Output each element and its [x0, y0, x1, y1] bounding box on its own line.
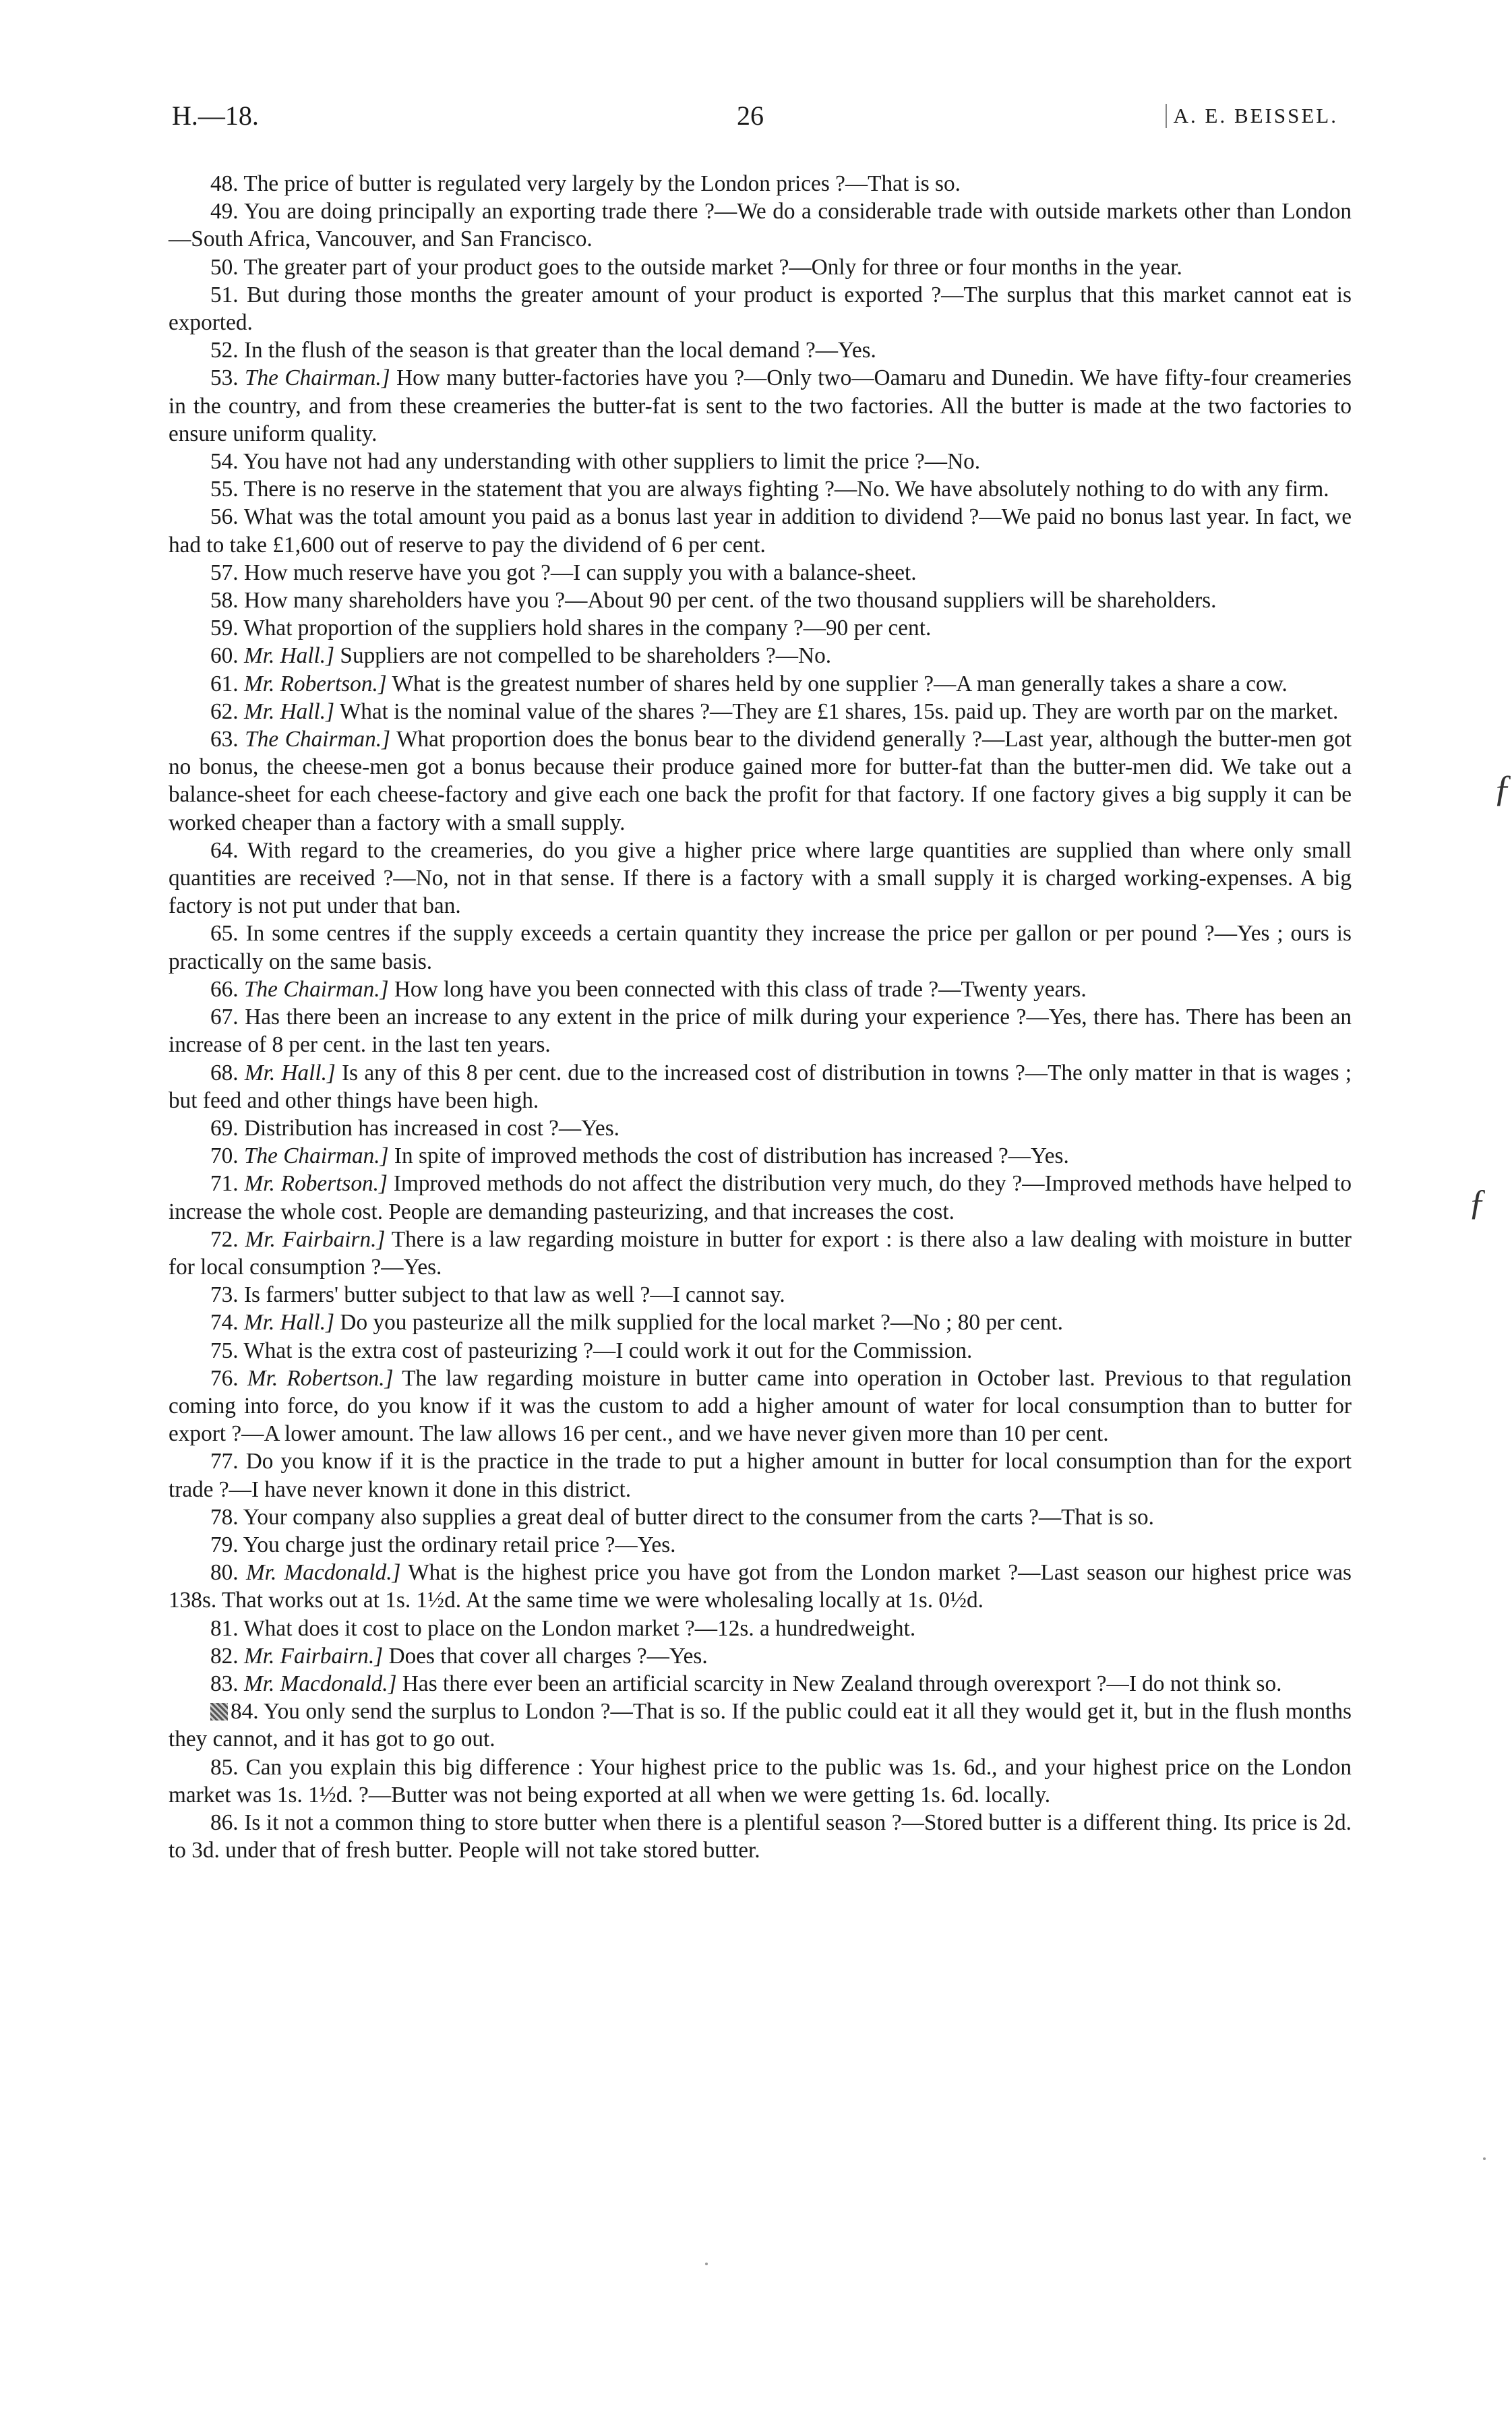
question-number: 50.	[210, 254, 239, 280]
question-number: 74.	[210, 1310, 239, 1336]
testimony-paragraph	[169, 170, 1352, 198]
question-number: 51.	[210, 282, 239, 307]
speaker-name: Mr. Hall.]	[244, 1060, 336, 1085]
question-number: 52.	[210, 338, 239, 363]
testimony-paragraph	[169, 503, 1352, 558]
question-answer-text: The greater part of your product goes to the outside market ?—Only for three or four months in the year.	[243, 254, 1182, 280]
speaker-name: Mr. Hall.]	[243, 698, 335, 724]
testimony-paragraph	[169, 1226, 1352, 1281]
question-number: 86.	[210, 1810, 239, 1835]
testimony-paragraph	[169, 976, 1352, 1003]
question-number: 85.	[210, 1754, 239, 1780]
question-answer-text: What proportion of the suppliers hold shares in the company ?—90 per cent.	[243, 616, 932, 641]
question-number: 60.	[210, 643, 239, 669]
question-answer-text: Is farmers' butter subject to that law as well ?—I cannot say.	[243, 1282, 785, 1308]
question-answer-text: What does it cost to place on the London market ?—12s. a hundredweight.	[243, 1615, 916, 1641]
margin-pencil-mark: ƒ	[1468, 1182, 1486, 1222]
question-answer-text: What is the highest price you have got from the London market ?—Last season our highest price was 138s. That works out at 1s. 1½d. At the same time we were wholesaling locally at 1s. 0½d.	[169, 1560, 1352, 1613]
question-number: 72.	[210, 1226, 239, 1252]
question-answer-text: What is the greatest number of shares held by one supplier ?—A man generally takes a share a cow.	[392, 671, 1288, 696]
testimony-paragraph	[169, 1642, 1352, 1670]
testimony-paragraph	[169, 1698, 1352, 1753]
testimony-paragraph	[169, 281, 1352, 336]
question-answer-text: You only send the surplus to London ?—That is so. If the public could eat it all they would get it, but in the flush months they cannot, and it has got to go out.	[169, 1699, 1352, 1752]
speaker-name: Mr. Macdonald.]	[243, 1671, 397, 1696]
question-answer-text: You have not had any understanding with other suppliers to limit the price ?—No.	[243, 449, 981, 475]
testimony-paragraph	[169, 1114, 1352, 1142]
testimony-paragraph	[169, 587, 1352, 614]
question-number: 66.	[210, 976, 239, 1002]
question-answer-text: Your company also supplies a great deal of butter direct to the consumer from the carts ?—That is so.	[243, 1504, 1154, 1530]
question-answer-text: How many shareholders have you ?—About 90 per cent. of the two thousand suppliers will be shareholders.	[243, 588, 1217, 614]
testimony-paragraph	[169, 614, 1352, 642]
testimony-paragraph	[169, 1754, 1352, 1809]
testimony-paragraph	[169, 642, 1352, 669]
question-number: 56.	[210, 504, 239, 530]
question-number: 75.	[210, 1338, 239, 1363]
question-number: 76.	[210, 1365, 239, 1391]
question-number: 63.	[210, 727, 239, 752]
question-answer-text: But during those months the greater amount of your product is exported ?—The surplus that this market cannot eat is exported.	[169, 282, 1352, 336]
question-answer-text: What proportion does the bonus bear to the dividend generally ?—Last year, although the butter-men got no bonus, the cheese-men got a bonus because their produce gained more for butter-fat than the butter-men did. We take out a balance-sheet for each cheese-factory and give each one back the profit for that factory. If one factory gives a big supply it can be worked cheaper than a factory with a small supply.	[169, 727, 1352, 835]
question-answer-text: Is any of this 8 per cent. due to the increased cost of distribution in towns ?—The only matter in that is wages ; but feed and other things have been high.	[169, 1060, 1352, 1113]
question-answer-text: How long have you been connected with this class of trade ?—Twenty years.	[394, 976, 1087, 1002]
question-number: 49.	[210, 199, 239, 225]
question-number: 65.	[210, 921, 239, 947]
question-answer-text: You charge just the ordinary retail price ?—Yes.	[243, 1532, 676, 1557]
question-number: 61.	[210, 671, 239, 696]
question-number: 81.	[210, 1615, 239, 1641]
question-answer-text: The law regarding moisture in butter came into operation in October last. Previous to that regulation coming into force, do you know if it was the custom to add a higher amount of water for local consumption than to butter for export ?—A lower amount. The law allows 16 per cent., and we have never given more than 10 per cent.	[169, 1365, 1352, 1447]
testimony-paragraph	[169, 336, 1352, 364]
speaker-name: The Chairman.]	[243, 976, 389, 1002]
testimony-paragraph	[169, 1503, 1352, 1531]
question-answer-text: You are doing principally an exporting trade there ?—We do a considerable trade with outside markets other than London—South Africa, Vancouver, and San Francisco.	[169, 199, 1352, 252]
testimony-paragraph	[169, 475, 1352, 503]
question-answer-text: Do you pasteurize all the milk supplied for the local market ?—No ; 80 per cent.	[340, 1310, 1063, 1336]
question-number: 62.	[210, 698, 239, 724]
question-number: 55.	[210, 477, 239, 502]
question-number: 67.	[210, 1005, 239, 1030]
testimony-paragraph	[169, 1281, 1352, 1309]
testimony-paragraph	[169, 1309, 1352, 1336]
speaker-name: Mr. Hall.]	[243, 1310, 335, 1336]
question-answer-text: Improved methods do not affect the distribution very much, do they ?—Improved methods have helped to increase the whole cost. People are demanding pasteurizing, and that increases the cost.	[169, 1171, 1352, 1224]
question-answer-text: Distribution has increased in cost ?—Yes.	[243, 1115, 619, 1141]
question-answer-text: Has there ever been an artificial scarcity in New Zealand through overexport ?—I do not think so.	[402, 1671, 1282, 1696]
speaker-name: The Chairman.]	[243, 1143, 389, 1169]
question-answer-text: Is it not a common thing to store butter when there is a plentiful season ?—Stored butter is a different thing. Its price is 2d. to 3d. under that of fresh butter. People will not take stored butter.	[169, 1810, 1352, 1863]
stamp-mark-icon	[210, 1703, 228, 1721]
question-number: 48.	[210, 171, 239, 196]
question-answer-text: With regard to the creameries, do you give a higher price where large quantities are supplied than where only small quantities are received ?—No, not in that sense. If there is a factory with a small supply it is charged working-expenses. A big factory is not put under that ban.	[169, 837, 1352, 919]
speaker-name: Mr. Fairbairn.]	[243, 1643, 384, 1669]
testimony-paragraph	[169, 198, 1352, 253]
question-number: 58.	[210, 588, 239, 614]
question-number: 71.	[210, 1171, 239, 1197]
report-reference: H.—18.	[172, 100, 259, 131]
speaker-name: Mr. Robertson.]	[244, 1171, 388, 1197]
question-answer-text: How many butter-factories have you ?—Only two—Oamaru and Dunedin. We have fifty-four creameries in the country, and from these creameries the butter-fat is sent to the two factories. All the butter is made at the two factories to ensure uniform quality.	[169, 365, 1352, 446]
question-answer-text: What was the total amount you paid as a bonus last year in addition to dividend ?—We paid no bonus last year. In fact, we had to take £1,600 out of reserve to pay the dividend of 6 per cent.	[169, 504, 1352, 558]
testimony-paragraph	[169, 448, 1352, 475]
testimony-paragraph	[169, 364, 1352, 448]
question-number: 82.	[210, 1643, 239, 1669]
question-number: 53.	[210, 365, 239, 391]
page-header	[172, 100, 1338, 140]
question-answer-text: How much reserve have you got ?—I can supply you with a balance-sheet.	[243, 560, 917, 585]
scan-speck	[705, 2263, 708, 2265]
testimony-paragraph	[169, 1447, 1352, 1503]
question-number: 68.	[210, 1060, 239, 1085]
scan-speck	[1483, 2157, 1486, 2160]
testimony-paragraph	[169, 559, 1352, 587]
question-answer-text: There is no reserve in the statement that you are always fighting ?—No. We have absolutely nothing to do with any firm.	[243, 477, 1329, 502]
speaker-name: Mr. Macdonald.]	[245, 1560, 401, 1586]
question-answer-text: What is the nominal value of the shares ?—They are £1 shares, 15s. paid up. They are worth par on the market.	[339, 698, 1339, 724]
testimony-paragraph	[169, 1170, 1352, 1225]
page-number: 26	[737, 100, 764, 131]
testimony-paragraph	[169, 1615, 1352, 1642]
speaker-name: The Chairman.]	[245, 365, 390, 391]
testimony-body	[169, 170, 1352, 1864]
testimony-paragraph	[169, 920, 1352, 975]
witness-name: A. E. BEISSEL.	[1166, 104, 1338, 128]
question-answer-text: Suppliers are not compelled to be shareholders ?—No.	[340, 643, 832, 669]
question-number: 70.	[210, 1143, 239, 1169]
question-answer-text: Does that cover all charges ?—Yes.	[388, 1643, 708, 1669]
testimony-paragraph	[169, 1809, 1352, 1864]
question-number: 73.	[210, 1282, 239, 1308]
question-answer-text: Do you know if it is the practice in the trade to put a higher amount in butter for local consumption than for the export trade ?—I have never known it done in this district.	[169, 1449, 1352, 1502]
question-answer-text: Can you explain this big difference : Your highest price to the public was 1s. 6d., and your highest price on the London market was 1s. 1½d. ?—Butter was not being exported at all when we were getting 1s. 6d. locally.	[169, 1754, 1352, 1807]
testimony-paragraph	[169, 698, 1352, 725]
speaker-name: The Chairman.]	[245, 727, 391, 752]
question-number: 59.	[210, 616, 239, 641]
testimony-paragraph	[169, 253, 1352, 281]
testimony-paragraph	[169, 837, 1352, 920]
question-number: 69.	[210, 1115, 239, 1141]
question-number: 78.	[210, 1504, 239, 1530]
speaker-name: Mr. Robertson.]	[247, 1365, 394, 1391]
question-answer-text: What is the extra cost of pasteurizing ?—I could work it out for the Commission.	[243, 1338, 973, 1363]
testimony-paragraph	[169, 670, 1352, 698]
testimony-paragraph	[169, 1670, 1352, 1698]
question-answer-text: In the flush of the season is that greater than the local demand ?—Yes.	[243, 338, 876, 363]
testimony-paragraph	[169, 1003, 1352, 1058]
testimony-paragraph	[169, 1142, 1352, 1170]
question-number: 64.	[210, 837, 239, 863]
question-number: 80.	[210, 1560, 239, 1586]
question-number: 79.	[210, 1532, 239, 1557]
margin-pencil-mark: ƒ	[1493, 768, 1512, 810]
testimony-paragraph	[169, 1059, 1352, 1114]
speaker-name: Mr. Hall.]	[243, 643, 335, 669]
question-answer-text: There is a law regarding moisture in butter for export : is there also a law dealing with moisture in butter for local consumption ?—Yes.	[169, 1226, 1352, 1280]
speaker-name: Mr. Robertson.]	[243, 671, 387, 696]
speaker-name: Mr. Fairbairn.]	[245, 1226, 386, 1252]
question-number: 54.	[210, 449, 239, 475]
testimony-paragraph	[169, 1337, 1352, 1365]
testimony-paragraph	[169, 1365, 1352, 1448]
testimony-paragraph	[169, 1531, 1352, 1559]
question-answer-text: In some centres if the supply exceeds a certain quantity they increase the price per gallon or per pound ?—Yes ; ours is practically on the same basis.	[169, 921, 1352, 974]
testimony-paragraph	[169, 1559, 1352, 1614]
testimony-paragraph	[169, 725, 1352, 837]
question-answer-text: Has there been an increase to any extent in the price of milk during your experience ?—Yes, there has. There has been an increase of 8 per cent. in the last ten years.	[169, 1005, 1352, 1058]
question-number: 84.	[231, 1699, 259, 1725]
question-answer-text: The price of butter is regulated very largely by the London prices ?—That is so.	[243, 171, 961, 196]
question-number: 83.	[210, 1671, 239, 1696]
question-number: 57.	[210, 560, 239, 585]
question-number: 77.	[210, 1449, 239, 1474]
question-answer-text: In spite of improved methods the cost of distribution has increased ?—Yes.	[394, 1143, 1069, 1169]
